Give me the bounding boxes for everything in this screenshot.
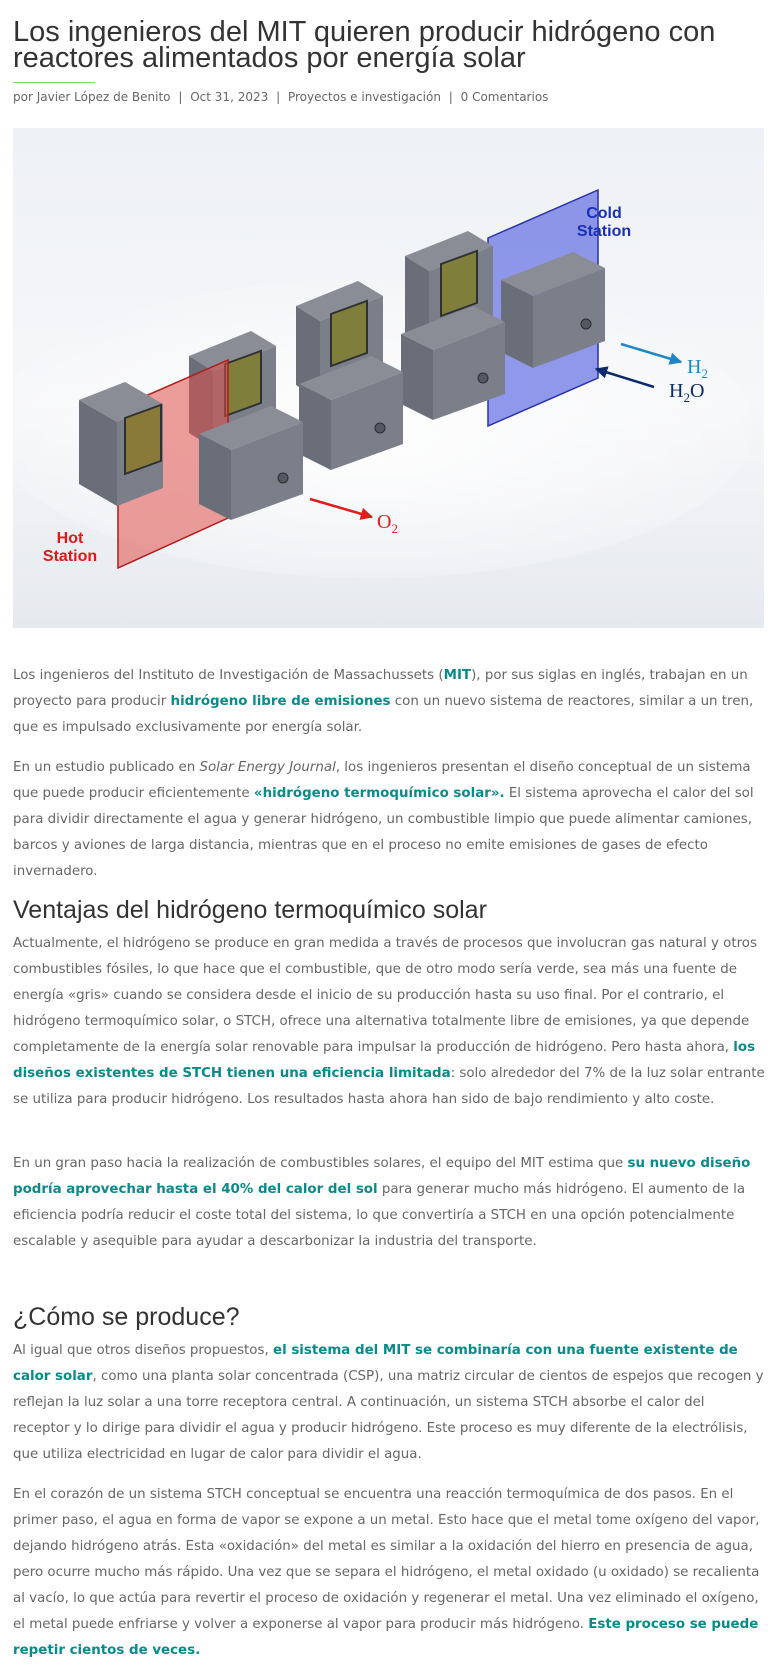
paragraph: [13, 1338, 765, 1468]
hot-station-label: Station: [42, 548, 98, 565]
h2-label: $H_2$: [687, 356, 708, 381]
text-run: Los ingenieros del Instituto de Investigación de Massachussets (: [13, 668, 444, 683]
mit-system-link[interactable]: el sistema del MIT se combinaría con una fuente existente de calor solar: [13, 1343, 738, 1384]
paragraph: [13, 1151, 765, 1255]
text-run: Actualmente, el hidrógeno se produce en gran medida a través de procesos que involucran gas natural y otros combustibles fósiles, lo que hace que el combustible, que de otro modo sería verde, sea más una fuente de energía «gris» cuando se considera desde el inicio de su producción hasta su uso final. Por el contrario, el hidrógeno termoquímico solar, o STCH, ofrece una alternativa totalmente libre de emisiones, ya que depende completamente de la energía solar renovable para impulsar la producción de hidrógeno. Pero hasta ahora,: [13, 936, 757, 1055]
section-heading-how: ¿Cómo se produce?: [13, 1303, 240, 1331]
mit-link[interactable]: MIT: [443, 668, 472, 683]
text-run: El sistema aprovecha el calor del sol para dividir directamente el agua y generar hidrógeno, un combustible limpio que puede alimentar camiones, barcos y aviones de larga distancia, mientras que en el proceso no emite emisiones de gases de efecto invernadero.: [13, 786, 754, 879]
text-run: , los ingenieros presentan el diseño conceptual de un sistema que puede producir eficientemente: [13, 760, 751, 801]
text-run: En un gran paso hacia la realización de combustibles solares, el equipo del MIT estima que: [13, 1156, 628, 1171]
text-run: , como una planta solar concentrada (CSP), una matriz circular de cientos de espejos que recogen y reflejan la luz solar a una torre receptora central. A continuación, un sistema STCH absorbe el calor del receptor y lo dirige para dividir el agua y producir hidrógeno. Este proceso es muy diferente de la electrólisis, que utiliza electricidad en lugar de calor para dividir el agua.: [13, 1369, 764, 1462]
paragraph: [13, 1482, 765, 1664]
hot-station-label: Hot: [56, 530, 84, 547]
hydrogen-emissions-link[interactable]: hidrógeno libre de emisiones: [170, 694, 391, 709]
author-link[interactable]: Javier López de Benito: [36, 90, 171, 104]
meta-separator: |: [178, 90, 183, 104]
text-run: para generar mucho más hidrógeno. El aumento de la eficiencia podría reducir el coste total del sistema, lo que convertiría a STCH en una opción potencialmente escalable y asequible para ayudar a descarbonizar la industria del transporte.: [13, 1182, 746, 1249]
text-run: Al igual que otros diseños propuestos,: [13, 1343, 273, 1358]
stch-efficiency-link[interactable]: los diseños existentes de STCH tienen una eficiencia limitada: [13, 1040, 756, 1081]
h2o-label: $H_2O$: [669, 380, 705, 405]
author-prefix: por: [13, 90, 37, 104]
meta-separator: |: [276, 90, 281, 104]
paragraph: [13, 755, 765, 885]
reactor-diagram-image: [13, 128, 764, 628]
cold-station-label: Cold: [586, 205, 622, 222]
text-run: : solo alrededor del 7% de la luz solar entrante se utiliza para producir hidrógeno. Los resultados hasta ahora han sido de bajo rendimiento y alto coste.: [13, 1066, 765, 1107]
new-design-link[interactable]: su nuevo diseño podría aprovechar hasta el 40% del calor del sol: [13, 1156, 751, 1197]
o2-label: $O_2$: [377, 511, 398, 536]
post-date: Oct 31, 2023: [190, 90, 269, 104]
cold-station-label: Station: [576, 223, 632, 240]
comments-link[interactable]: 0 Comentarios: [460, 90, 549, 104]
repeat-process-link[interactable]: Este proceso se puede repetir cientos de veces.: [13, 1617, 759, 1658]
text-run: ), por sus siglas en inglés, trabajan en un proyecto para producir: [13, 668, 748, 709]
text-run: En el corazón de un sistema STCH conceptual se encuentra una reacción termoquímica de dos pasos. En el primer paso, el agua en forma de vapor se expone a un metal. Esto hace que el metal tome oxígeno del vapor, dejando hidrógeno atrás. Esta «oxidación» del metal es similar a la oxidación del hierro en presencia de agua, pero ocurre mucho más rápido. Una vez que se separa el hidrógeno, el metal oxidado (u oxidado) se recalienta al vacío, lo que actúa para revertir el proceso de oxidación y regenerar el metal. Una vez eliminado el oxígeno, el metal puede enfriarse y volver a exponerse al vapor para producir más hidrógeno.: [13, 1487, 760, 1632]
article-title: Los ingenieros del MIT quieren producir hidrógeno con reactores alimentados por energía solar: [13, 16, 716, 74]
section-heading-advantages: Ventajas del hidrógeno termoquímico solar: [13, 896, 487, 924]
title-underline: [13, 82, 95, 83]
paragraph: [13, 663, 765, 741]
reactor-box: [79, 382, 163, 506]
meta-separator: |: [448, 90, 453, 104]
text-run: con un nuevo sistema de reactores, similar a un tren, que es impulsado exclusivamente por energía solar.: [13, 694, 754, 735]
post-meta: [13, 88, 548, 106]
paragraph: [13, 931, 765, 1113]
journal-name: Solar Energy Journal: [199, 760, 336, 775]
category-link[interactable]: Proyectos e investigación: [287, 90, 441, 104]
text-run: En un estudio publicado en: [13, 760, 200, 775]
solar-thermochemical-link[interactable]: «hidrógeno termoquímico solar».: [253, 786, 505, 801]
